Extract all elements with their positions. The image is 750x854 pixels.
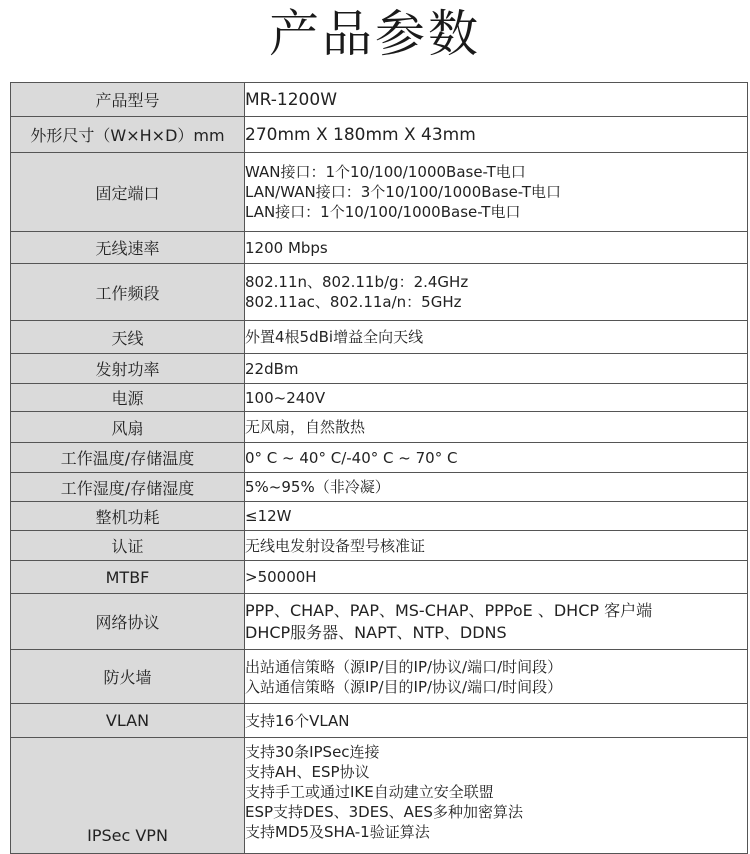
spec-label: 电源 — [11, 384, 245, 412]
spec-value-line: 270mm X 180mm X 43mm — [245, 124, 476, 145]
table-row — [11, 412, 748, 443]
spec-value — [245, 117, 748, 153]
table-row — [11, 650, 748, 704]
spec-value-line: 外置4根5dBi增益全向天线 — [245, 328, 424, 346]
spec-value-line: 出站通信策略（源IP/目的IP/协议/端口/时间段） — [245, 657, 563, 676]
spec-value-line: LAN接口：1个10/100/1000Base-T电口 — [245, 203, 521, 221]
spec-value — [245, 531, 748, 561]
table-row — [11, 153, 748, 232]
spec-value — [245, 704, 748, 738]
spec-value — [245, 412, 748, 443]
spec-label: 产品型号 — [11, 83, 245, 117]
page-title: 产品参数 — [269, 5, 481, 63]
spec-value — [245, 594, 748, 650]
spec-label: 工作湿度/存储湿度 — [11, 473, 245, 502]
table-row — [11, 321, 748, 354]
spec-value-line: 802.11n、802.11b/g：2.4GHz — [245, 273, 469, 291]
spec-label: 发射功率 — [11, 354, 245, 384]
spec-value-line: 802.11ac、802.11a/n：5GHz — [245, 293, 462, 311]
table-row — [11, 704, 748, 738]
spec-value-line: MR-1200W — [245, 89, 337, 110]
spec-value — [245, 443, 748, 473]
spec-value — [245, 561, 748, 594]
spec-value — [245, 738, 748, 854]
spec-value — [245, 264, 748, 321]
spec-table — [10, 82, 748, 854]
spec-value-line: 支持AH、ESP协议 — [245, 763, 370, 781]
spec-value — [245, 473, 748, 502]
spec-value-line: 入站通信策略（源IP/目的IP/协议/端口/时间段） — [245, 677, 563, 696]
spec-value-line: 支持16个VLAN — [245, 711, 350, 730]
table-row — [11, 354, 748, 384]
spec-value-line: 100~240V — [245, 388, 326, 407]
table-row — [11, 83, 748, 117]
spec-label: 无线速率 — [11, 232, 245, 264]
table-row — [11, 264, 748, 321]
spec-label: 工作温度/存储温度 — [11, 443, 245, 473]
table-row — [11, 232, 748, 264]
spec-label: 风扇 — [11, 412, 245, 443]
spec-value-line: 22dBm — [245, 359, 299, 378]
spec-value-line: 无线电发射设备型号核准证 — [245, 536, 426, 555]
spec-value-line: 支持MD5及SHA-1验证算法 — [245, 823, 430, 841]
spec-value-line: ESP支持DES、3DES、AES多种加密算法 — [245, 803, 523, 821]
table-row — [11, 384, 748, 412]
spec-value — [245, 83, 748, 117]
spec-label: VLAN — [11, 704, 245, 738]
spec-label: MTBF — [11, 561, 245, 594]
table-row — [11, 117, 748, 153]
spec-value — [245, 321, 748, 354]
spec-value — [245, 232, 748, 264]
spec-value-line: 支持手工或通过IKE自动建立安全联盟 — [245, 783, 494, 801]
spec-label: 整机功耗 — [11, 502, 245, 531]
spec-label: IPSec VPN — [11, 738, 245, 854]
table-row — [11, 473, 748, 502]
spec-value-line: ≤12W — [245, 507, 292, 525]
spec-label: 天线 — [11, 321, 245, 354]
spec-value — [245, 384, 748, 412]
table-row — [11, 531, 748, 561]
spec-value — [245, 502, 748, 531]
spec-label: 认证 — [11, 531, 245, 561]
spec-value-line: 支持30条IPSec连接 — [245, 743, 380, 761]
spec-value-line: >50000H — [245, 568, 317, 586]
spec-value-line: DHCP服务器、NAPT、NTP、DDNS — [245, 622, 507, 642]
spec-value-line: PPP、CHAP、PAP、MS-CHAP、PPPoE 、DHCP 客户端 — [245, 600, 653, 620]
table-row — [11, 738, 748, 854]
spec-value-line: 0° C ~ 40° C/-40° C ~ 70° C — [245, 448, 458, 467]
spec-label: 工作频段 — [11, 264, 245, 321]
spec-value-line: LAN/WAN接口：3个10/100/1000Base-T电口 — [245, 183, 561, 201]
table-row — [11, 443, 748, 473]
table-row — [11, 594, 748, 650]
spec-value-line: WAN接口：1个10/100/1000Base-T电口 — [245, 163, 526, 181]
spec-label: 防火墙 — [11, 650, 245, 704]
spec-value — [245, 650, 748, 704]
spec-value-line: 无风扇，自然散热 — [245, 418, 366, 436]
table-row — [11, 502, 748, 531]
spec-value — [245, 153, 748, 232]
spec-label: 网络协议 — [11, 594, 245, 650]
spec-label: 固定端口 — [11, 153, 245, 232]
spec-value-line: 1200 Mbps — [245, 238, 328, 257]
table-row — [11, 561, 748, 594]
spec-value-line: 5%~95%（非冷凝） — [245, 478, 390, 496]
spec-value — [245, 354, 748, 384]
spec-label: 外形尺寸（W×H×D）mm — [11, 117, 245, 153]
